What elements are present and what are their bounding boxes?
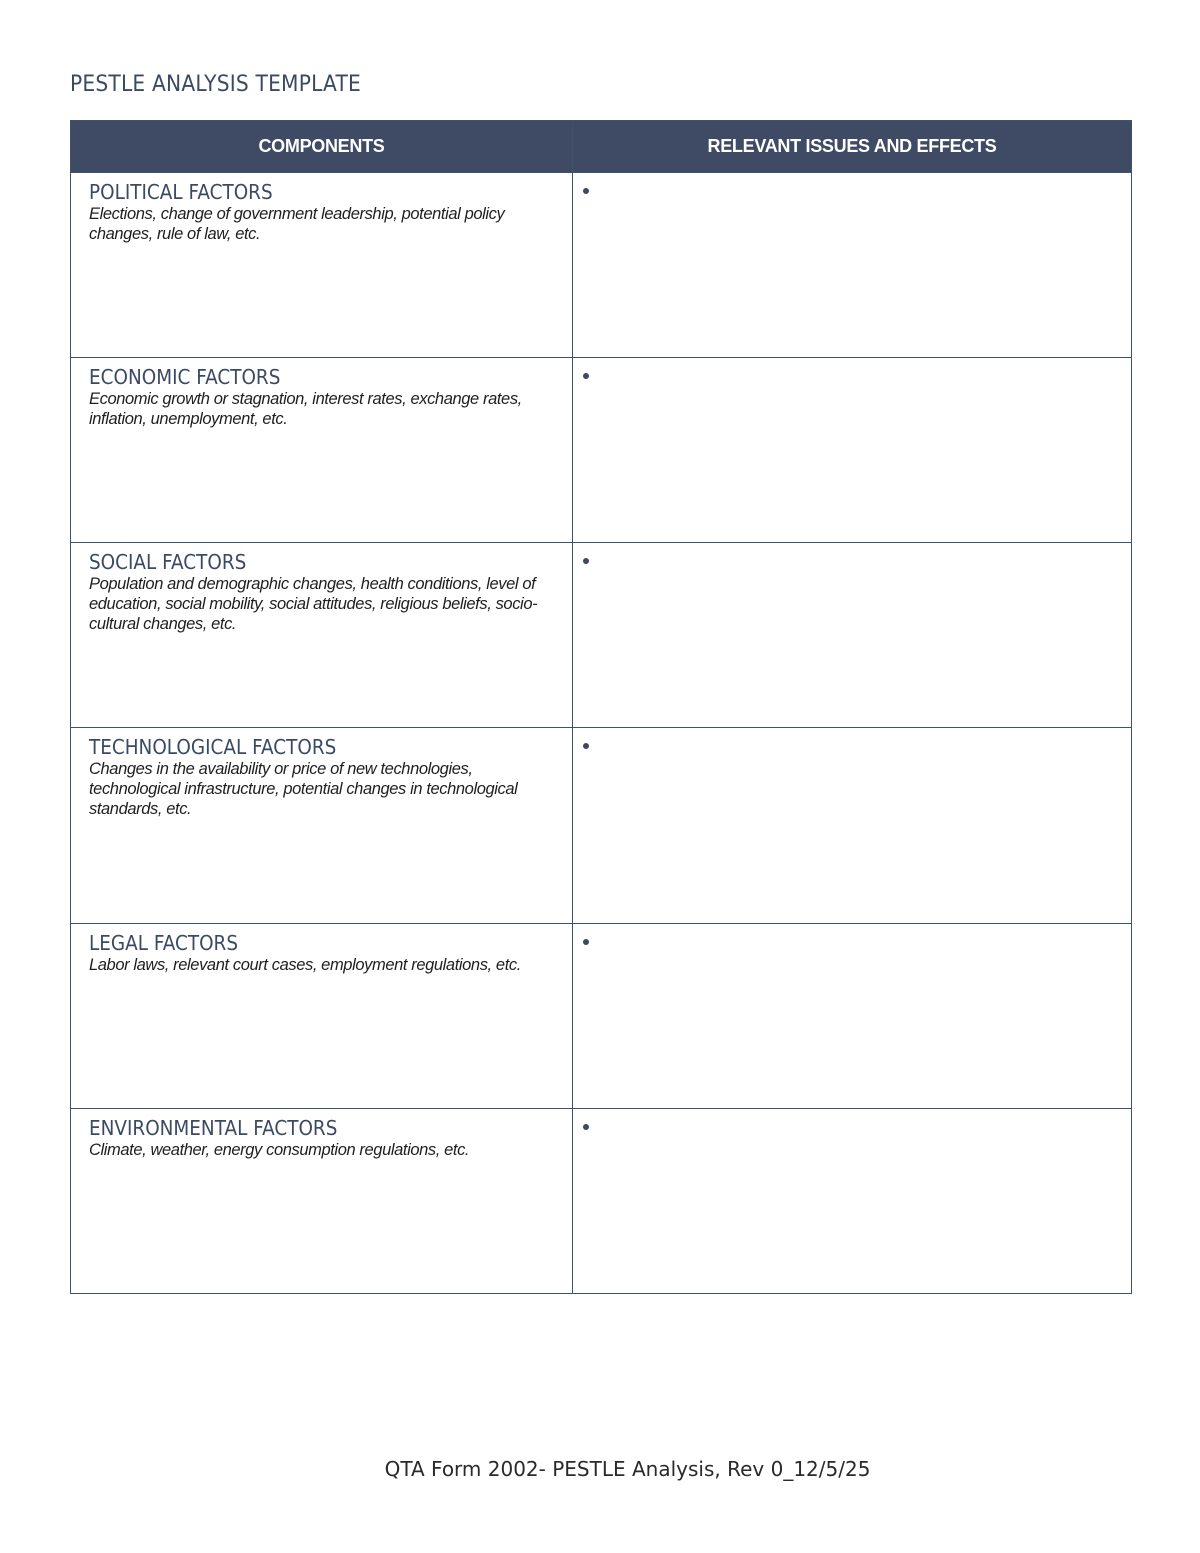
factor-cell [71, 358, 573, 543]
factor-title: TECHNOLOGICAL FACTORS [89, 735, 337, 759]
table-row-social [71, 543, 1132, 728]
table-row-economic [71, 358, 1132, 543]
factor-cell [71, 173, 573, 358]
factor-description: Population and demographic changes, health conditions, level of education, social mobility, social attitudes, religious beliefs, socio-cultural changes, etc. [89, 575, 538, 633]
factor-description: Climate, weather, energy consumption regulations, etc. [89, 1141, 470, 1159]
factor-description: Economic growth or stagnation, interest rates, exchange rates, inflation, unemployment, etc. [89, 390, 522, 428]
factor-title: POLITICAL FACTORS [89, 180, 273, 204]
bullet-icon [583, 373, 589, 379]
page-title: PESTLE ANALYSIS TEMPLATE [70, 72, 361, 97]
bullet-icon [583, 743, 589, 749]
factor-description: Elections, change of government leadership, potential policy changes, rule of law, etc. [89, 205, 505, 243]
header-components: COMPONENTS [71, 121, 573, 173]
page-footer: QTA Form 2002- PESTLE Analysis, Rev 0_12/5/25 [384, 1457, 871, 1481]
factor-title: ECONOMIC FACTORS [89, 365, 281, 389]
issues-cell-environmental[interactable] [573, 1109, 1132, 1294]
bullet-icon [583, 939, 589, 945]
pestle-table [70, 120, 1132, 1294]
issues-cell-economic[interactable] [573, 358, 1132, 543]
header-relevant-issues: RELEVANT ISSUES AND EFFECTS [573, 121, 1132, 173]
issues-cell-technological[interactable] [573, 728, 1132, 924]
factor-title: LEGAL FACTORS [89, 931, 239, 955]
factor-title: SOCIAL FACTORS [89, 550, 247, 574]
issues-cell-political[interactable] [573, 173, 1132, 358]
factor-cell [71, 924, 573, 1109]
table-row-political [71, 173, 1132, 358]
issues-cell-legal[interactable] [573, 924, 1132, 1109]
factor-cell [71, 1109, 573, 1294]
bullet-icon [583, 1124, 589, 1130]
table-row-environmental [71, 1109, 1132, 1294]
bullet-icon [583, 188, 589, 194]
issues-cell-social[interactable] [573, 543, 1132, 728]
factor-description: Changes in the availability or price of new technologies, technological infrastructure, potential changes in technological standards, etc. [89, 760, 518, 818]
factor-cell [71, 728, 573, 924]
factor-title: ENVIRONMENTAL FACTORS [89, 1116, 338, 1140]
table-row-technological [71, 728, 1132, 924]
factor-description: Labor laws, relevant court cases, employment regulations, etc. [89, 956, 521, 974]
table-header-row [71, 121, 1132, 173]
factor-cell [71, 543, 573, 728]
table-row-legal [71, 924, 1132, 1109]
bullet-icon [583, 558, 589, 564]
